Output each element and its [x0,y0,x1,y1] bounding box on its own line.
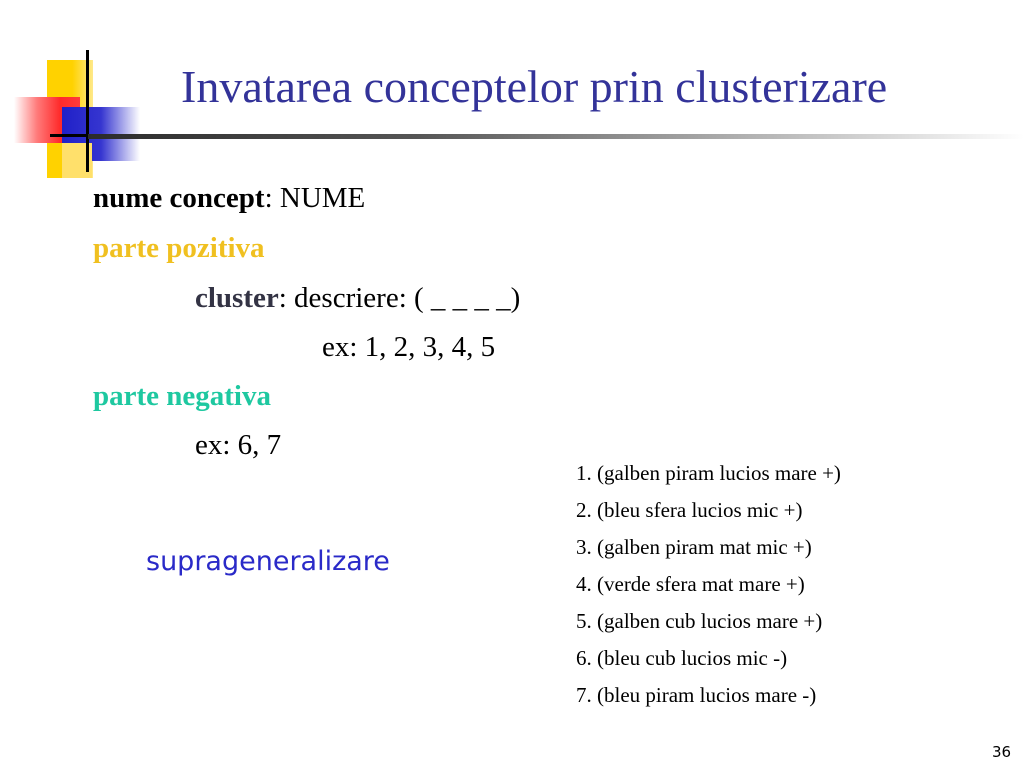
cluster-line [195,284,520,313]
negative-part-heading: parte negativa [93,380,271,412]
slide-title: Invatarea conceptelor prin clusterizare [181,61,888,112]
list-item: 2. (bleu sfera lucios mic +) [576,498,803,522]
list-item: 6. (bleu cub lucios mic -) [576,646,788,670]
logo-vertical-line [86,50,89,172]
list-item: 4. (verde sfera mat mare +) [576,572,805,596]
positive-examples: ex: 1, 2, 3, 4, 5 [322,331,496,363]
positive-part-heading: parte pozitiva [93,232,265,264]
overgeneralization-note: suprageneralizare [146,546,390,577]
concept-name-line [93,184,365,213]
page-number: 36 [992,743,1012,761]
concept-name-value: : NUME [264,182,366,214]
slide-logo [0,0,160,180]
list-item: 3. (galben piram mat mic +) [576,535,812,559]
cluster-label: cluster [195,282,279,314]
list-item: 7. (bleu piram lucios mare -) [576,683,817,707]
negative-examples: ex: 6, 7 [195,429,282,461]
list-item: 5. (galben cub lucios mare +) [576,609,823,633]
cluster-description: : descriere: ( _ _ _ _) [278,282,521,314]
examples-list [576,461,841,720]
list-item: 1. (galben piram lucios mare +) [576,461,841,485]
concept-name-label: nume concept [93,182,265,214]
title-divider [88,134,1024,139]
